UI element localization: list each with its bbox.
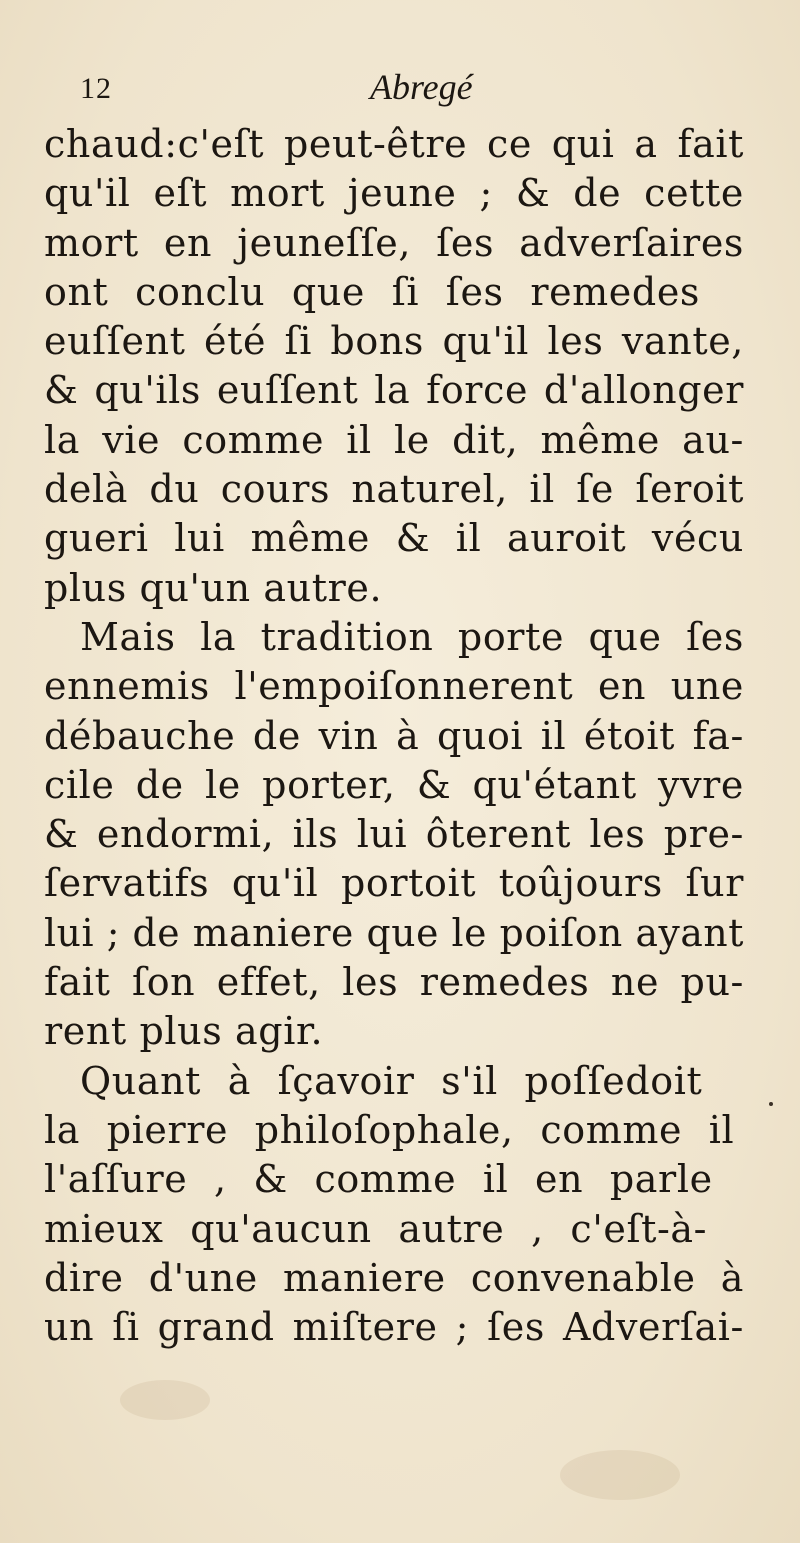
paper-stain	[120, 1380, 210, 1420]
text-line: lui ; de maniere que le poiſon ayant	[44, 910, 745, 955]
text-line: Mais la tradition porte que ſes	[80, 614, 744, 659]
paper-stain	[560, 1450, 680, 1500]
text-line: mieux qu'aucun autre , c'eſt-à-	[44, 1206, 708, 1251]
text-line: & qu'ils euſſent la force d'allonger	[44, 368, 744, 413]
text-line: ont conclu que ſi ſes remedes	[44, 269, 701, 314]
text-line: plus qu'un autre.	[44, 565, 383, 610]
page-header	[80, 66, 740, 116]
running-title: Abregé	[370, 67, 473, 107]
text-line: Quant à ſçavoir s'il poſſedoit	[80, 1058, 703, 1103]
text-line: qu'il eſt mort jeune ; & de cette	[44, 171, 744, 216]
text-line: ſervatifs qu'il portoit toûjours ſur	[44, 861, 745, 906]
text-line: mort en jeuneſſe, ſes adverſaires	[44, 220, 745, 265]
text-line: dire d'une maniere convenable à	[44, 1255, 744, 1300]
text-line: débauche de vin à quoi il étoit fa-	[44, 713, 744, 758]
text-line: rent plus agir.	[44, 1009, 324, 1054]
text-line: cile de le porter, & qu'étant yvre	[44, 762, 745, 807]
ink-speck	[769, 1102, 773, 1106]
text-line: un ſi grand miſtere ; ſes Adverſai-	[44, 1305, 744, 1350]
text-line: la pierre philoſophale, comme il	[44, 1107, 735, 1152]
text-line: la vie comme il le dit, même au-	[44, 417, 744, 462]
text-line: gueri lui même & il auroit vécu	[44, 516, 745, 561]
text-line: l'aſſure , & comme il en parle	[44, 1157, 713, 1202]
body-text	[44, 120, 744, 1352]
text-line: & endormi, ils lui ôterent les pre-	[44, 812, 744, 857]
text-line: delà du cours naturel, il ſe ſeroit	[44, 467, 744, 512]
page-number: 12	[80, 72, 112, 105]
text-line: chaud:c'eſt peut-être ce qui a fait	[44, 122, 744, 166]
text-line: ennemis l'empoiſonnerent en une	[44, 664, 744, 709]
text-line: fait ſon effet, les remedes ne pu-	[44, 960, 744, 1005]
text-line: euſſent été ſi bons qu'il les vante,	[44, 319, 744, 364]
